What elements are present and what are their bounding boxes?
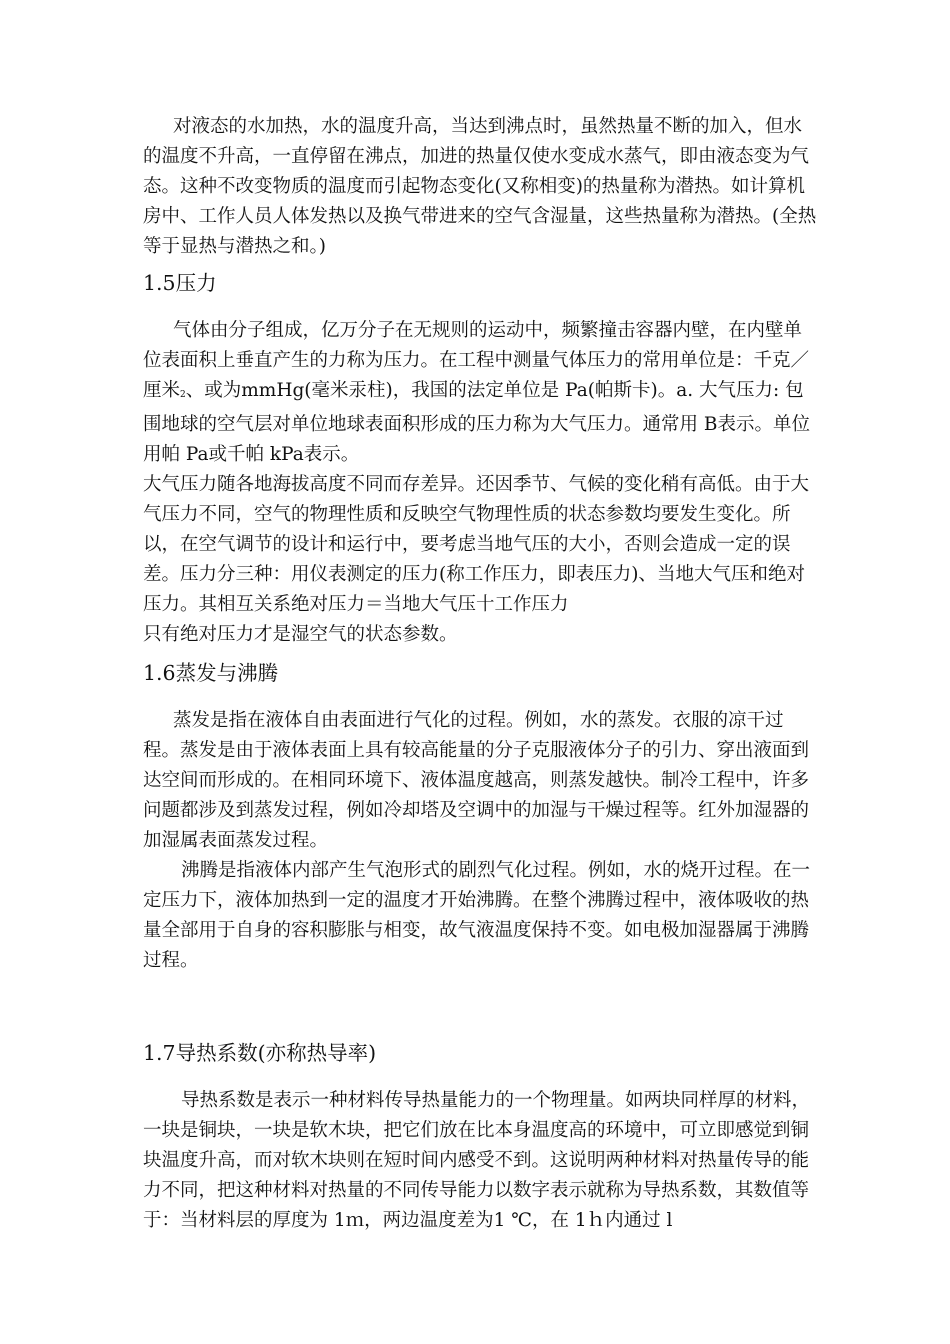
heading-thermal-conductivity: 1.7导热系数(亦称热导率) — [143, 1041, 377, 1065]
paragraph-thermal-conductivity: 导热系数是表示一种材料传导热量能力的一个物理量。如两块同样厚的材料，一块是铜块，一块是软木块，把它们放在比本身温度高的环境中，可立即感觉到铜块温度升高，而对软木块则在短时间内感受不到。这说明两种材料对热量传导的能力不同，把这种材料对热量的不同传导能力以数字表示就称为导热系数，其数值等于：当材料层的厚度为 1ｍ，两边温度差为1 ℃，在 1ｈ内通过 l — [143, 1090, 811, 1231]
paragraph-pressure-definition — [143, 316, 820, 470]
pressure-subscript: 2 — [180, 390, 186, 400]
pressure-text-b: 、或为mmHg(毫米汞柱)，我国的法定单位是 Pa(帕斯卡)。a. 大气压力: 包围地球的空气层对单位地球表面积形成的压力称为大气压力。通常用 B表示。单位用帕 Pa或千帕 kPa表示。 — [143, 380, 810, 465]
paragraph-evaporation: 蒸发是指在液体自由表面进行气化的过程。例如，水的蒸发。衣服的凉干过程。蒸发是由于液体表面上具有较高能量的分子克服液体分子的引力、穿出液面到达空间而形成的。在相同环境下、液体温度越高，则蒸发越快。制冷工程中，许多问题都涉及到蒸发过程，例如冷却塔及空调中的加湿与干燥过程等。红外加湿器的加湿属表面蒸发过程。 — [143, 710, 810, 851]
pressure-text-a: 气体由分子组成，亿万分子在无规则的运动中，频繁撞击容器内壁，在内壁单位表面积上垂直产生的力称为压力。在工程中测量气体压力的常用单位是：千克／厘米 — [143, 320, 810, 401]
paragraph-absolute-pressure: 只有绝对压力才是湿空气的状态参数。 — [143, 624, 458, 645]
heading-evaporation: 1.6蒸发与沸腾 — [143, 661, 279, 685]
heading-pressure: 1.5压力 — [143, 271, 217, 295]
paragraph-latent-heat: 对液态的水加热，水的温度升高，当达到沸点时，虽然热量不断的加入，但水的温度不升高，一直停留在沸点，加进的热量仅使水变成水蒸气，即由液态变为气态。这种不改变物质的温度而引起物态变化(又称相变)的热量称为潜热。如计算机房中、工作人员人体发热以及换气带进来的空气含湿量，这些热量称为潜热。(全热等于显热与潜热之和。) — [143, 116, 817, 257]
paragraph-atmospheric-pressure: 大气压力随各地海拔高度不同而存差异。还因季节、气候的变化稍有高低。由于大气压力不同，空气的物理性质和反映空气物理性质的状态参数均要发生变化。所以，在空气调节的设计和运行中，要考虑当地气压的大小，否则会造成一定的误差。压力分三种：用仪表测定的压力(称工作压力，即表压力)、当地大气压和绝对压力。其相互关系绝对压力＝当地大气压十工作压力 — [143, 474, 810, 615]
paragraph-boiling: 沸腾是指液体内部产生气泡形式的剧烈气化过程。例如，水的烧开过程。在一定压力下，液体加热到一定的温度才开始沸腾。在整个沸腾过程中，液体吸收的热量全部用于自身的容积膨胀与相变，故气液温度保持不变。如电极加湿器属于沸腾过程。 — [143, 860, 811, 971]
